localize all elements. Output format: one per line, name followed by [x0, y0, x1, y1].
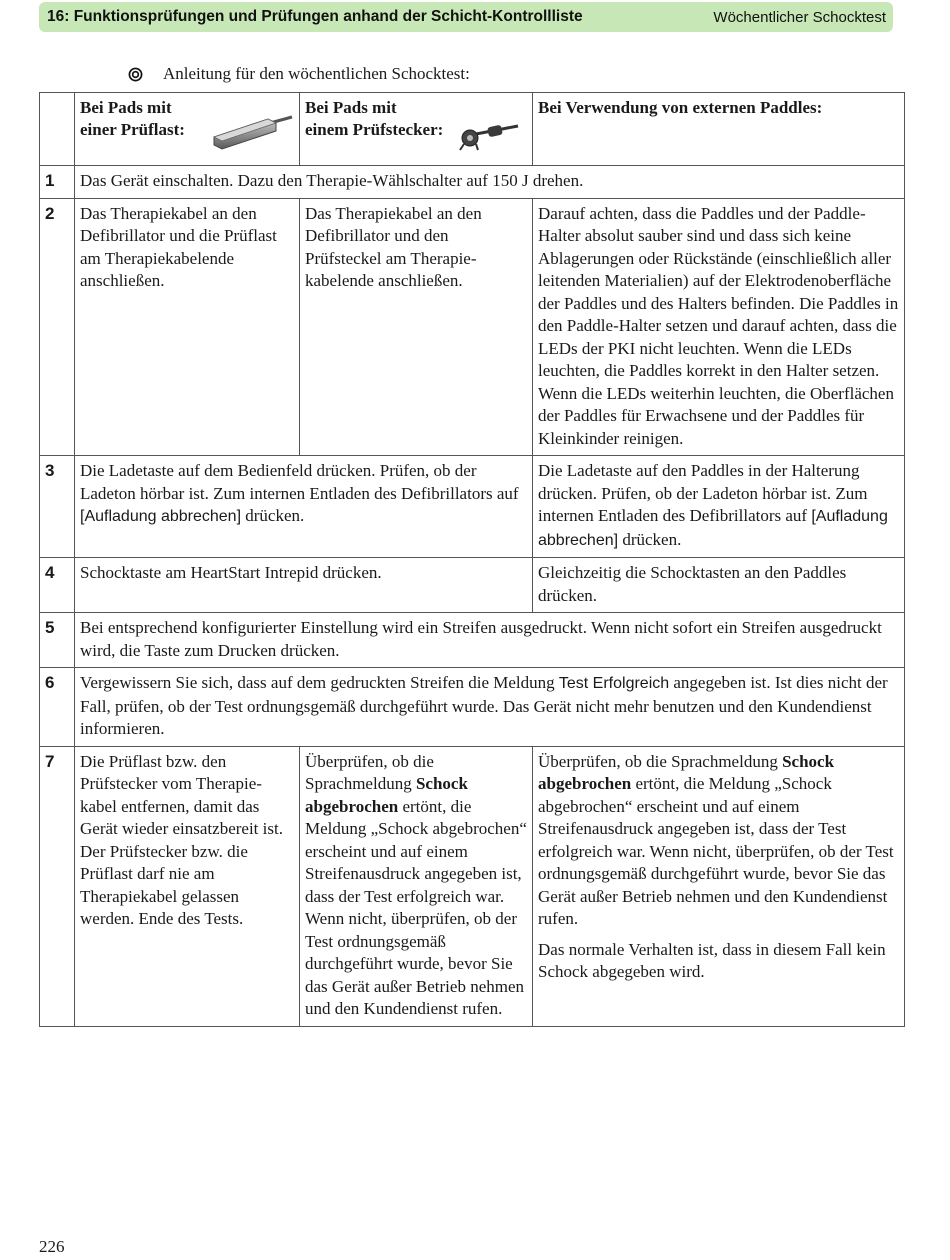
- header-test-load-cell: [75, 93, 300, 166]
- test-success-message: Test Erfolgreich: [558, 675, 670, 692]
- step-text-part: angegeben ist. Ist dies nicht der Fall, prüfen, ob der Test ordnungsgemäß durchgeführt wurde. Das Gerät nicht mehr benutzen und den Kundendienst informieren.: [80, 673, 888, 738]
- step-text: Bei entsprechend konfigurierter Einstellung wird ein Streifen ausgedruckt. Wenn nicht sofort ein Streifen ausgedruckt wird, die Taste zum Drucken drücken.: [75, 613, 905, 668]
- step-text-part: Überprüfen, ob die Sprachmeldung: [538, 751, 783, 771]
- header-test-plug-line1: Bei Pads mit: [305, 98, 397, 117]
- step-text-part: drücken.: [618, 529, 682, 549]
- target-icon: [128, 67, 143, 82]
- step-text-part: Das Therapiekabel an den Defibrillator und den Prüfsteckel am Therapie-: [305, 203, 482, 268]
- chapter-title: 16: Funktionsprüfungen und Prüfungen anhand der Schicht-Kontrollliste: [47, 8, 583, 25]
- cancel-charge-key: [Aufladung abbrechen]: [80, 508, 242, 525]
- step-text-part: Die Ladetaste auf den Paddles in der Halterung drücken. Prüfen, ob der Ladeton hörbar ist. Zum internen Entladen des Defibrillators auf: [538, 461, 868, 525]
- step-text-part: drücken.: [241, 506, 305, 525]
- step-number: 2: [40, 198, 75, 456]
- table-row: [40, 198, 905, 456]
- step-text-part: Die Prüflast bzw. den Prüfstecker vom Therapie-: [80, 751, 262, 793]
- step-text-paddles: [533, 456, 905, 558]
- cancel-charge-key: [Aufladung abbrechen]: [538, 508, 888, 549]
- step-note: Das normale Verhalten ist, dass in diesem Fall kein Schock abgegeben wird.: [538, 939, 886, 981]
- step-number: 4: [40, 558, 75, 613]
- header-num-cell: [40, 93, 75, 166]
- chapter-header-bar: [39, 2, 893, 32]
- step-text-test-plug: [300, 198, 533, 456]
- step-text-part: Überprüfen, ob die Sprachmeldung: [305, 751, 434, 793]
- step-number: 7: [40, 746, 75, 1026]
- step-number: 5: [40, 613, 75, 668]
- step-number: 6: [40, 668, 75, 747]
- step-text-pads: [75, 456, 533, 558]
- voice-prompt-shock-aborted: Schock abgebrochen: [538, 751, 835, 793]
- step-number: 1: [40, 166, 75, 199]
- header-paddles: Bei Verwendung von externen Paddles:: [538, 98, 823, 117]
- step-text-part: kabel entfernen, damit das Gerät wieder einsatzbereit ist. Der Prüfstecker bzw. die Prüflast darf nie am Therapiekabel gelassen werden. Ende des Tests.: [80, 796, 283, 928]
- header-test-plug-cell: [300, 93, 533, 166]
- table-row: [40, 746, 905, 1026]
- header-test-load-line1: Bei Pads mit: [80, 98, 172, 117]
- step-text-test-load: [75, 746, 300, 1026]
- shock-test-table: [39, 92, 905, 1027]
- step-text-test-plug: [300, 746, 533, 1026]
- header-test-plug-line2: einem Prüfstecker:: [305, 120, 444, 139]
- step-text-paddles: [533, 746, 905, 1026]
- test-plug-image: [458, 118, 522, 152]
- intro-text: Anleitung für den wöchentlichen Schocktest:: [163, 64, 470, 83]
- procedure-intro: [128, 64, 470, 84]
- table-row: [40, 668, 905, 747]
- step-text-part: kabelende anschließen.: [305, 271, 463, 290]
- step-text-part: ertönt, die Meldung „Schock abgebrochen“ erscheint und auf einem Streifenausdruck angegeben ist, dass der Test erfolgreich war. Wenn nicht, überprüfen, ob der Test ordnungsgemäß durchgeführt wurde, bevor Sie das Gerät außer Betrieb nehmen und den Kundendienst rufen.: [305, 796, 527, 1018]
- section-title: Wöchentlicher Schocktest: [713, 8, 886, 26]
- table-row: [40, 558, 905, 613]
- step-text: [75, 668, 905, 747]
- table-row: [40, 166, 905, 199]
- voice-prompt-shock-aborted: Schock abgebrochen: [305, 774, 468, 816]
- table-header-row: [40, 93, 905, 166]
- step-text-pads: Schocktaste am HeartStart Intrepid drücken.: [75, 558, 533, 613]
- step-text: Das Gerät einschalten. Dazu den Therapie-Wählschalter auf 150 J drehen.: [75, 166, 905, 199]
- step-text-test-load: Das Therapiekabel an den Defibrillator und die Prüflast am Therapiekabelende anschließen.: [75, 198, 300, 456]
- table-row: [40, 456, 905, 558]
- test-load-image: [210, 107, 294, 151]
- header-test-load-line2: einer Prüflast:: [80, 120, 185, 139]
- step-text-part: Die Ladetaste auf dem Bedienfeld drücken. Prüfen, ob der Ladeton hörbar ist. Zum internen Entladen des Defibrillators auf: [80, 461, 519, 503]
- table-row: [40, 613, 905, 668]
- header-paddles-cell: [533, 93, 905, 166]
- step-text-paddles: Gleichzeitig die Schocktasten an den Paddles drücken.: [533, 558, 905, 613]
- page-number: 226: [39, 1237, 65, 1256]
- step-text-part: Vergewissern Sie sich, dass auf dem gedruckten Streifen die Meldung: [80, 673, 559, 692]
- step-text-paddles: Darauf achten, dass die Paddles und der Paddle-Halter absolut sauber sind und dass sich keine Ablagerungen oder Rückstände (einschließlich aller leitenden Materialien) auf der Elektrodenoberfläche der Paddles und des Halters befinden. Die Paddles in den Paddle-Halter setzen und darauf achten, dass die LEDs der PKI nicht leuchten. Wenn die LEDs leuchten, die Paddles korrekt in den Halter setzen. Wenn die LEDs weiterhin leuchten, die Oberflächen der Paddles für Erwachsene und der Paddles für Kleinkinder reinigen.: [533, 198, 905, 456]
- step-text-part: ertönt, die Meldung „Schock abgebrochen“ erscheint und auf einem Streifenausdruck angegeben ist, dass der Test erfolgreich war. Wenn nicht, überprüfen, ob der Test ordnungsgemäß durchgeführt wurde, bevor Sie das Gerät außer Betrieb nehmen und den Kundendienst rufen.: [538, 774, 894, 928]
- step-number: 3: [40, 456, 75, 558]
